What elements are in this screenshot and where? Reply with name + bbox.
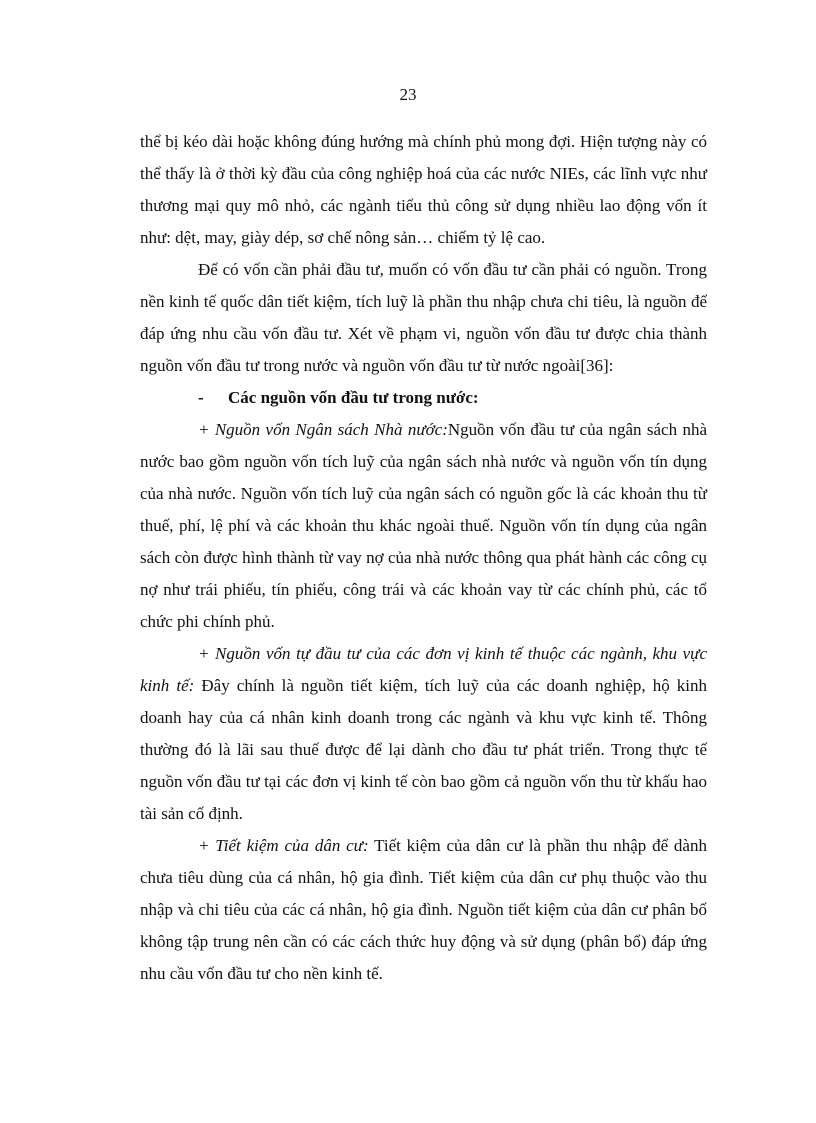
self-investment-body: Đây chính là nguồn tiết kiệm, tích luỹ của các doanh nghiệp, hộ kinh doanh hay của cá nhân kinh doanh trong các ngành và khu vực kinh tế. Thông thường đó là lãi sau thuế được để lại dành cho đầu tư phát triển. Trong thực tế nguồn vốn đầu tư tại các đơn vị kinh tế còn bao gồm cả nguồn vốn thu từ khấu hao tài sản cố định. xyxy=(140,676,708,823)
paragraph-household-savings xyxy=(140,830,707,990)
household-savings-body: Tiết kiệm của dân cư là phần thu nhập để dành chưa tiêu dùng của cá nhân, hộ gia đình. Tiết kiệm của dân cư phụ thuộc vào thu nhập và chi tiêu của các cá nhân, hộ gia đình. Nguồn tiết kiệm của dân cư phân bố không tập trung nên cần có các cách thức huy động và sử dụng (phân bổ) đáp ứng nhu cầu vốn đầu tư cho nền kinh tế. xyxy=(140,836,707,983)
list-dash: - xyxy=(198,388,204,407)
self-investment-lead: + Nguồn vốn tự đầu tư của các đơn vị kinh tế thuộc các ngành, khu vực kinh tế: xyxy=(140,644,707,695)
section-heading xyxy=(140,382,707,414)
state-budget-lead: + Nguồn vốn Ngân sách Nhà nước: xyxy=(198,420,448,439)
document-body xyxy=(140,126,707,990)
page-number: 23 xyxy=(399,85,417,104)
paragraph-continuation: thể bị kéo dài hoặc không đúng hướng mà chính phủ mong đợi. Hiện tượng này có thể thấy là ở thời kỳ đầu của công nghiệp hoá của các nước NIEs, các lĩnh vực như thương mại quy mô nhỏ, các ngành tiểu thủ công sử dụng nhiều lao động vốn ít như: dệt, may, giày dép, sơ chế nông sản… chiếm tỷ lệ cao. xyxy=(140,132,707,247)
state-budget-body: Nguồn vốn đầu tư của ngân sách nhà nước bao gồm nguồn vốn tích luỹ của ngân sách nhà nước và nguồn vốn tín dụng của nhà nước. Nguồn vốn tích luỹ của ngân sách có nguồn gốc là các khoản thu từ thuế, phí, lệ phí và các khoản thu khác ngoài thuế. Nguồn vốn tín dụng của ngân sách còn được hình thành từ vay nợ của nhà nước thông qua phát hành các công cụ nợ như trái phiếu, tín phiếu, công trái và các khoản vay từ các chính phủ, các tổ chức phi chính phủ. xyxy=(140,420,707,631)
paragraph-state-budget xyxy=(140,414,707,638)
paragraph-self-investment xyxy=(140,638,707,830)
paragraph-capital-sources: Để có vốn cần phải đầu tư, muốn có vốn đầu tư cần phải có nguồn. Trong nền kinh tế quốc dân tiết kiệm, tích luỹ là phần thu nhập chưa chi tiêu, là nguồn để đáp ứng nhu cầu vốn đầu tư. Xét về phạm vi, nguồn vốn đầu tư được chia thành nguồn vốn đầu tư trong nước và nguồn vốn đầu tư từ nước ngoài[36]: xyxy=(140,260,707,375)
household-savings-lead: + Tiết kiệm của dân cư: xyxy=(198,836,369,855)
section-heading-text: Các nguồn vốn đầu tư trong nước: xyxy=(228,388,479,407)
